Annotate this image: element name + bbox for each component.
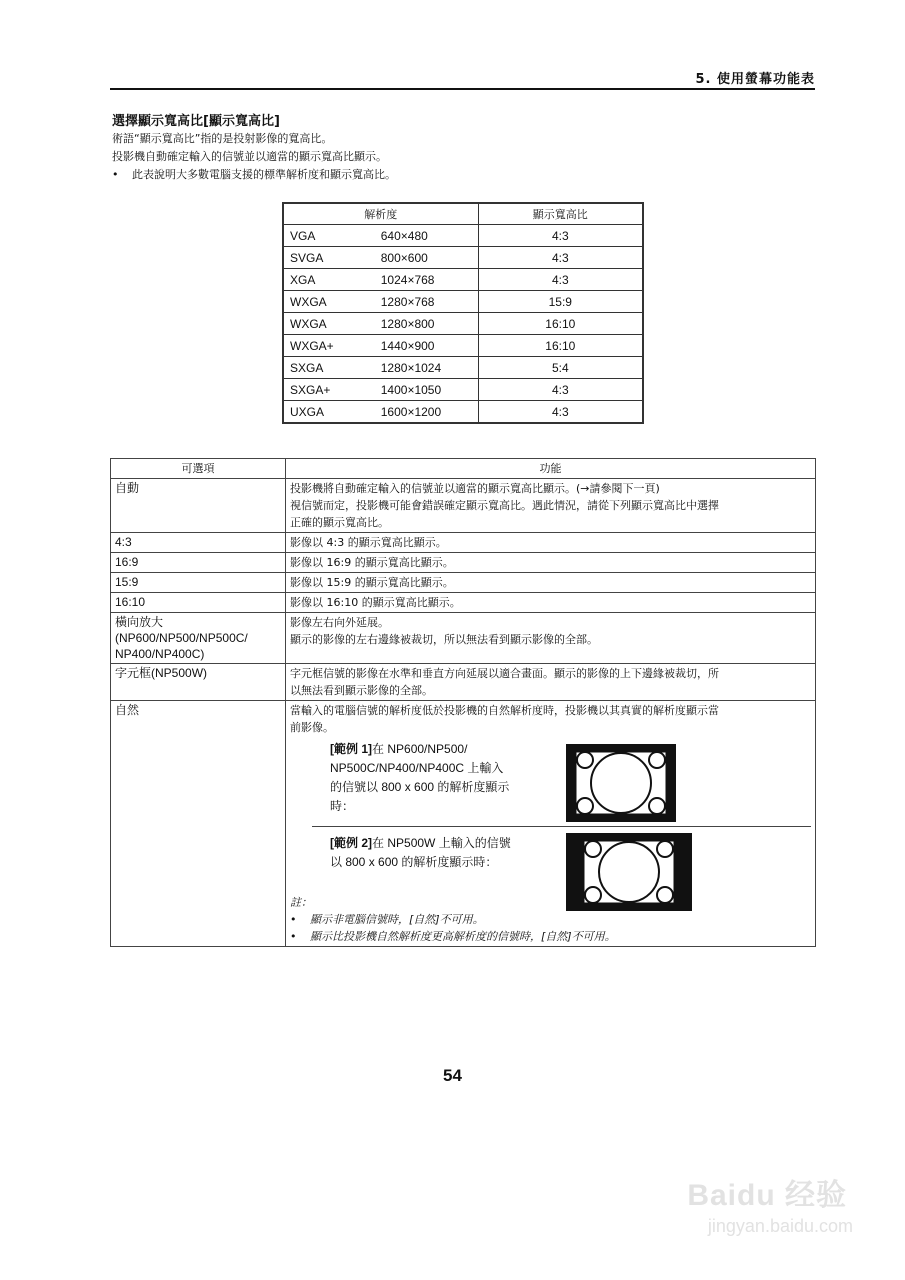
table-row — [111, 593, 816, 613]
intro-line: 術語“顯示寬高比”指的是投射影像的寬高比。 — [112, 132, 333, 145]
option-zoom-desc — [286, 613, 816, 664]
option-4-3-desc: 影像以 4:3 的顯示寬高比顯示。 — [286, 533, 816, 553]
intro-bullet-text: 此表說明大多數電腦支援的標準解析度和顯示寬高比。 — [132, 168, 396, 181]
bullet-icon: • — [112, 168, 119, 181]
option-16-9-desc: 影像以 16:9 的顯示寬高比顯示。 — [286, 553, 816, 573]
table-row — [283, 269, 643, 291]
watermark-url: jingyan.baidu.com — [707, 1216, 853, 1236]
res-ratio: 16:10 — [478, 335, 643, 357]
example-1-line: 在 NP600/NP500/ — [372, 742, 468, 756]
res-size: 1280×768 — [375, 291, 478, 313]
note-text: 顯示比投影機自然解析度更高解析度的信號時，[自然]不可用。 — [310, 930, 616, 943]
res-size: 1280×800 — [375, 313, 478, 335]
table-row — [283, 247, 643, 269]
ratio-col-header: 顯示寬高比 — [478, 203, 643, 225]
option-15-9: 15:9 — [111, 573, 286, 593]
option-auto-desc — [286, 479, 816, 533]
desc-line: 當輸入的電腦信號的解析度低於投影機的自然解析度時，投影機以其真實的解析度顯示當 — [290, 704, 719, 717]
table-row — [283, 291, 643, 313]
option-16-9: 16:9 — [111, 553, 286, 573]
table-row — [111, 613, 816, 664]
table-row — [283, 379, 643, 401]
option-15-9-desc: 影像以 15:9 的顯示寬高比顯示。 — [286, 573, 816, 593]
res-name: WXGA — [283, 291, 375, 313]
option-natural-desc — [286, 701, 816, 947]
examples-block — [290, 736, 811, 884]
example-2-text — [330, 834, 540, 872]
option-4-3: 4:3 — [111, 533, 286, 553]
res-name: SVGA — [283, 247, 375, 269]
res-ratio: 4:3 — [478, 247, 643, 269]
res-name: UXGA — [283, 401, 375, 424]
desc-line: 投影機將自動確定輸入的信號並以適當的顯示寬高比顯示。(→請參閱下一頁) — [290, 482, 660, 495]
resolution-header-row — [283, 203, 643, 225]
option-col-header: 可選項 — [111, 459, 286, 479]
res-name: VGA — [283, 225, 375, 247]
res-name: WXGA — [283, 313, 375, 335]
example-2-label: [範例 2] — [330, 836, 373, 850]
option-line: 橫向放大 — [115, 615, 164, 629]
function-col-header: 功能 — [286, 459, 816, 479]
table-row — [111, 701, 816, 947]
resolution-col-header: 解析度 — [283, 203, 478, 225]
option-natural: 自然 — [111, 701, 286, 947]
example-1-label: [範例 1] — [330, 742, 373, 756]
option-letterbox-desc — [286, 664, 816, 701]
table-row — [111, 479, 816, 533]
desc-line: 字元框信號的影像在水準和垂直方向延展以適合畫面。顯示的影像的上下邊緣被裁切，所 — [290, 667, 719, 680]
intro-line: 投影機自動確定輸入的信號並以適當的顯示寬高比顯示。 — [112, 150, 387, 163]
option-16-10-desc: 影像以 16:10 的顯示寬高比顯示。 — [286, 593, 816, 613]
res-size: 800×600 — [375, 247, 478, 269]
res-ratio: 4:3 — [478, 225, 643, 247]
example-2-line: 在 NP500W 上輸入的信號 — [372, 836, 511, 850]
option-auto: 自動 — [111, 479, 286, 533]
watermark-logo: Baidu 经验 — [687, 1179, 847, 1212]
table-row — [111, 573, 816, 593]
res-name: SXGA — [283, 357, 375, 379]
table-row — [111, 553, 816, 573]
header-rule — [110, 88, 815, 90]
example-1-diagram — [566, 744, 676, 822]
option-16-10: 16:10 — [111, 593, 286, 613]
example-2-line: 以 800 x 600 的解析度顯示時： — [330, 855, 498, 869]
table-row — [111, 533, 816, 553]
res-ratio: 4:3 — [478, 379, 643, 401]
chapter-header: 5. 使用螢幕功能表 — [695, 72, 815, 87]
intro-bullet — [112, 166, 396, 184]
res-size: 1024×768 — [375, 269, 478, 291]
note-text: 顯示非電腦信號時，[自然]不可用。 — [310, 913, 484, 926]
example-2-diagram — [566, 833, 692, 911]
options-table — [110, 458, 816, 947]
res-name: XGA — [283, 269, 375, 291]
note-heading: 註： — [290, 896, 312, 909]
desc-line: 顯示的影像的左右邊緣被裁切，所以無法看到顯示影像的全部。 — [290, 633, 598, 646]
table-row — [283, 357, 643, 379]
res-ratio: 4:3 — [478, 401, 643, 424]
desc-line: 前影像。 — [290, 721, 334, 734]
res-size: 1600×1200 — [375, 401, 478, 424]
note-item — [290, 911, 811, 928]
res-size: 640×480 — [375, 225, 478, 247]
res-name: SXGA+ — [283, 379, 375, 401]
res-ratio: 16:10 — [478, 313, 643, 335]
table-row — [111, 664, 816, 701]
table-row — [283, 225, 643, 247]
example-1-text — [330, 740, 540, 816]
bullet-icon: • — [290, 913, 297, 926]
option-line: (NP600/NP500/NP500C/ — [115, 631, 248, 645]
table-row — [283, 401, 643, 424]
res-ratio: 15:9 — [478, 291, 643, 313]
example-1-line: 時： — [330, 799, 355, 813]
options-header-row — [111, 459, 816, 479]
page-number: 54 — [443, 1066, 462, 1085]
option-line: NP400/NP400C) — [115, 647, 205, 661]
note-item — [290, 928, 811, 945]
bullet-icon: • — [290, 930, 297, 943]
res-size: 1280×1024 — [375, 357, 478, 379]
res-size: 1400×1050 — [375, 379, 478, 401]
option-zoom — [111, 613, 286, 664]
table-row — [283, 335, 643, 357]
desc-line: 正確的顯示寬高比。 — [290, 516, 389, 529]
res-name: WXGA+ — [283, 335, 375, 357]
option-letterbox: 字元框(NP500W) — [111, 664, 286, 701]
desc-line: 視信號而定，投影機可能會錯誤確定顯示寬高比。遇此情況，請從下列顯示寬高比中選擇 — [290, 499, 719, 512]
example-1-line: 的信號以 800 x 600 的解析度顯示 — [330, 780, 510, 794]
section-title: 選擇顯示寬高比[顯示寬高比] — [112, 114, 280, 129]
res-ratio: 5:4 — [478, 357, 643, 379]
section-intro — [112, 130, 396, 184]
table-row — [283, 313, 643, 335]
example-1-line: NP500C/NP400/NP400C 上輸入 — [330, 761, 504, 775]
desc-line: 以無法看到顯示影像的全部。 — [290, 684, 433, 697]
desc-line: 影像左右向外延展。 — [290, 616, 389, 629]
res-ratio: 4:3 — [478, 269, 643, 291]
example-divider — [312, 826, 811, 827]
res-size: 1440×900 — [375, 335, 478, 357]
resolution-table — [282, 202, 644, 424]
